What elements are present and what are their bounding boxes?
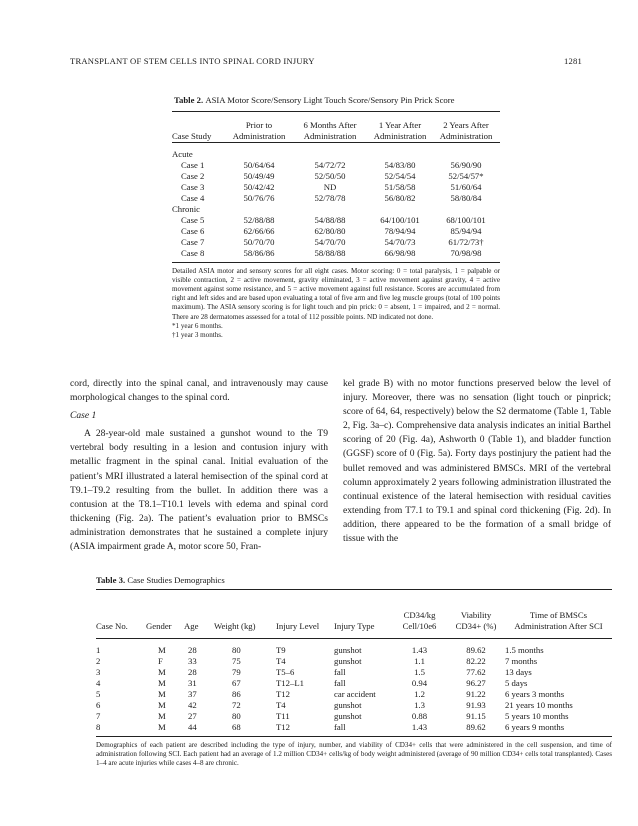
table-cell: 91.15	[466, 711, 486, 721]
table-cell: M	[158, 700, 166, 710]
table-cell: 52/50/50	[314, 170, 346, 181]
table-cell: 58/86/86	[243, 247, 275, 258]
table-cell: 1.5	[414, 667, 425, 677]
table-cell: Case 7	[181, 236, 205, 247]
table-row	[172, 171, 500, 182]
table-2-header: 2 Years After Administration	[439, 119, 493, 141]
table-2-label: Table 2.	[174, 95, 204, 105]
table-2-header: Case Study	[172, 130, 212, 141]
table-cell: Case 6	[181, 225, 205, 236]
table-cell: M	[158, 645, 166, 655]
table-cell: 7 months	[505, 656, 538, 666]
table-cell: 7	[96, 711, 101, 721]
table-3-caption	[96, 575, 612, 585]
table-row	[96, 667, 612, 678]
table-cell: M	[158, 689, 166, 699]
table-cell: 50/49/49	[243, 170, 275, 181]
table-cell: 1.2	[414, 689, 425, 699]
table-row	[96, 711, 612, 722]
table-cell: 80	[232, 645, 241, 655]
table-cell: M	[158, 711, 166, 721]
table-cell: 52/78/78	[314, 192, 346, 203]
table-cell: M	[158, 678, 166, 688]
table-cell: 91.93	[466, 700, 486, 710]
table-cell: 1	[96, 645, 101, 655]
table-cell: 42	[188, 700, 197, 710]
table-cell: 1.5 months	[505, 645, 544, 655]
table-row	[172, 237, 500, 248]
table-cell: 56/90/90	[450, 159, 482, 170]
table-cell: 21 years 10 months	[505, 700, 573, 710]
table-cell: Case 1	[181, 159, 205, 170]
table-cell: 37	[188, 689, 197, 699]
table-cell: car accident	[334, 689, 376, 699]
table-cell: 28	[188, 667, 197, 677]
table-cell: 72	[232, 700, 241, 710]
table-2-header: Prior to Administration	[232, 119, 286, 141]
table-cell: 86	[232, 689, 241, 699]
table-cell: 6 years 3 months	[505, 689, 565, 699]
table-3-note: Demographics of each patient are described including the type of injury, number, and viability of CD34+ cells that were administered in the cell suspension, and time of administration following SCI. Each patient had an average of 1.2 million CD34+ cells/kg of body weight administered (average of 90 million CD34+ cells total transplanted). Cases 1–4 are acute injuries while cases 4–8 are chronic.	[96, 741, 612, 768]
table-row	[172, 182, 500, 193]
table-cell: 58/80/84	[450, 192, 482, 203]
table-3-grid	[96, 590, 612, 733]
table-row	[96, 722, 612, 733]
table-cell: 52/88/88	[243, 214, 275, 225]
table-2-grid	[172, 112, 500, 259]
table-2-footnote: *1 year 6 months.	[172, 321, 223, 330]
table-cell: gunshot	[334, 645, 362, 655]
table-cell: 33	[188, 656, 197, 666]
table-cell: gunshot	[334, 711, 362, 721]
table-2-header: 1 Year After Administration	[373, 119, 427, 141]
table-cell: T5–6	[276, 667, 295, 677]
body-column-left	[70, 377, 328, 554]
table-cell: 2	[96, 656, 101, 666]
table-2-footnote: †1 year 3 months.	[172, 330, 223, 339]
table-cell: T12–L1	[276, 678, 304, 688]
table-row	[172, 226, 500, 237]
table-2	[172, 95, 500, 340]
table-cell: 13 days	[505, 667, 532, 677]
table-cell: 80	[232, 711, 241, 721]
table-cell: 68/100/101	[446, 214, 486, 225]
table-cell: 4	[96, 678, 101, 688]
table-cell: 66/98/98	[384, 247, 416, 258]
table-3-header: Gender	[146, 621, 172, 631]
table-row	[96, 645, 612, 656]
table-cell: 8	[96, 722, 101, 732]
table-cell: 68	[232, 722, 241, 732]
table-2-header: 6 Months After Administration	[303, 119, 357, 141]
table-row	[172, 160, 500, 171]
body-column-right	[343, 377, 611, 546]
table-2-note: Detailed ASIA motor and sensory scores for all eight cases. Motor scoring: 0 = total paralysis, 1 = palpable or visible contraction, 2 = active movement, gravity eliminated, 3 = active movement against gravity, 4 = active movement against some resistance, and 5 = active movement against full resistance. Scores are accumulated from right and left sides and are based upon evaluating a total of five arm and five leg muscle groups (total of 100 points maximum). The ASIA sensory scoring is for light touch and pin prick: 0 = absent, 1 = impaired, and 2 = normal. There are 28 dermatomes assessed for a total of 112 possible points. ND indicated not done.	[172, 266, 500, 321]
table-cell: fall	[334, 667, 346, 677]
table-cell: Case 4	[181, 192, 205, 203]
table-cell: 77.62	[466, 667, 486, 677]
table-cell: 91.22	[466, 689, 486, 699]
table-cell: M	[158, 667, 166, 677]
table-cell: 56/80/82	[384, 192, 416, 203]
table-cell: fall	[334, 678, 346, 688]
table-2-group-label: Acute	[172, 148, 193, 159]
table-cell: 1.43	[411, 645, 428, 655]
table-cell: 1.1	[414, 656, 425, 666]
table-cell: 79	[232, 667, 241, 677]
table-3-label: Table 3.	[96, 575, 126, 585]
table-cell: 89.62	[466, 645, 486, 655]
table-cell: 50/76/76	[243, 192, 275, 203]
table-cell: 54/88/88	[314, 214, 346, 225]
table-cell: Case 2	[181, 170, 205, 181]
table-row	[172, 215, 500, 226]
table-3-header: Age	[184, 621, 199, 631]
table-cell: 28	[188, 645, 197, 655]
table-3-header: Injury Level	[276, 621, 320, 631]
table-cell: 51/60/64	[450, 181, 482, 192]
table-cell: gunshot	[334, 656, 362, 666]
running-head-title: TRANSPLANT OF STEM CELLS INTO SPINAL CORD INJURY	[70, 56, 315, 66]
table-row	[96, 678, 612, 689]
table-3-header: Time of BMSCs Administration After SCI	[514, 610, 603, 631]
table-cell: 82.22	[466, 656, 486, 666]
table-cell: 58/88/88	[314, 247, 346, 258]
table-3-header: Injury Type	[334, 621, 375, 631]
table-cell: 70/98/98	[450, 247, 482, 258]
table-cell: 64/100/101	[380, 214, 420, 225]
table-3-header: Weight (kg)	[214, 621, 256, 631]
table-cell: M	[158, 722, 166, 732]
table-cell: 54/83/80	[384, 159, 416, 170]
table-cell: 85/94/94	[450, 225, 482, 236]
table-cell: gunshot	[334, 700, 362, 710]
table-cell: Case 8	[181, 247, 205, 258]
table-cell: 31	[188, 678, 197, 688]
table-cell: T9	[276, 645, 286, 655]
table-cell: 0.94	[411, 678, 428, 688]
table-cell: T12	[276, 689, 290, 699]
table-row	[96, 700, 612, 711]
table-cell: 6	[96, 700, 101, 710]
table-row	[96, 656, 612, 667]
table-cell: T12	[276, 722, 290, 732]
table-3-header: Case No.	[96, 621, 128, 631]
table-cell: 67	[232, 678, 241, 688]
table-2-caption	[174, 95, 500, 105]
table-2-group-label: Chronic	[172, 203, 200, 214]
table-cell: 27	[188, 711, 197, 721]
table-cell: ND	[323, 181, 337, 192]
table-cell: 1.43	[411, 722, 428, 732]
table-cell: 50/64/64	[243, 159, 275, 170]
page-number: 1281	[564, 56, 582, 66]
table-cell: 54/70/73	[384, 236, 416, 247]
paragraph: cord, directly into the spinal canal, and intravenously may cause morphological changes to the spinal cord.	[70, 378, 328, 404]
table-cell: 5 years 10 months	[505, 711, 569, 721]
table-cell: 1.3	[414, 700, 425, 710]
running-head	[70, 56, 582, 66]
table-cell: 0.88	[411, 711, 428, 721]
table-3	[96, 575, 612, 769]
table-cell: 75	[232, 656, 241, 666]
table-cell: 54/70/70	[314, 236, 346, 247]
paragraph: A 28-year-old male sustained a gunshot wound to the T9 vertebral body resulting in a lesion and contusion injury with metallic fragment in the spinal canal. Initial evaluation of the patient’s MRI illustrated a lateral hemisection of the spinal cord at T9.1–T9.2 resulting from the bullet. In addition there was a contusion at the T8.1–T10.1 levels with edema and spinal cord thickening (Fig. 2a). The patient’s evaluation prior to BMSCs administration demonstrates that he sustained a complete injury (ASIA impairment grade A, motor score 50, Fran-	[70, 428, 328, 553]
table-cell: 61/72/73†	[448, 236, 484, 247]
table-row	[172, 248, 500, 259]
table-cell: 96.27	[466, 678, 486, 688]
table-3-header: Viability CD34+ (%)	[455, 610, 497, 631]
table-cell: 44	[188, 722, 197, 732]
table-row	[96, 689, 612, 700]
table-cell: 6 years 9 months	[505, 722, 565, 732]
table-cell: 51/58/58	[384, 181, 416, 192]
table-cell: 3	[96, 667, 101, 677]
table-2-title: ASIA Motor Score/Sensory Light Touch Score/Sensory Pin Prick Score	[205, 95, 455, 105]
table-cell: 54/72/72	[314, 159, 346, 170]
table-cell: 62/80/80	[314, 225, 346, 236]
table-cell: Case 3	[181, 181, 205, 192]
table-cell: 78/94/94	[384, 225, 416, 236]
section-heading: Case 1	[70, 410, 97, 422]
table-cell: 62/66/66	[243, 225, 275, 236]
table-cell: T11	[276, 711, 290, 721]
table-cell: T4	[276, 700, 286, 710]
table-cell: T4	[276, 656, 286, 666]
table-row	[172, 193, 500, 204]
table-cell: 5	[96, 689, 101, 699]
table-cell: 52/54/57*	[448, 170, 484, 181]
table-3-title: Case Studies Demographics	[127, 575, 225, 585]
table-cell: 52/54/54	[384, 170, 416, 181]
paragraph: kel grade B) with no motor functions preserved below the level of injury. Moreover, there was no sensation (light touch or pinprick; score of 64, 64, respectively) below the S2 dermatome (Table 1, Table 2, Fig. 3a–c). Comprehensive data analysis indicates an initial Barthel scoring of 20 (Fig. 4a), Ashworth 0 (Table 1), and bladder function (GGSF) score of 0 (Fig. 5a). Forty days postinjury the patient had the bullet removed and was administered BMSCs. MRI of the vertebral column approximately 2 years following administration illustrated the continual existence of the lateral hemisection with residual cavities extending from T7.1 to T9.1 and spinal cord thickening (Fig. 2d). In addition, there appeared to be the formation of a small bridge of tissue with the	[343, 378, 611, 545]
table-cell: Case 5	[181, 214, 205, 225]
table-cell: 89.62	[466, 722, 486, 732]
table-cell: 50/42/42	[243, 181, 275, 192]
table-cell: fall	[334, 722, 346, 732]
table-cell: 5 days	[505, 678, 528, 688]
table-3-header: CD34/kg Cell/10e6	[402, 610, 437, 631]
table-cell: 50/70/70	[243, 236, 275, 247]
table-cell: F	[158, 656, 163, 666]
